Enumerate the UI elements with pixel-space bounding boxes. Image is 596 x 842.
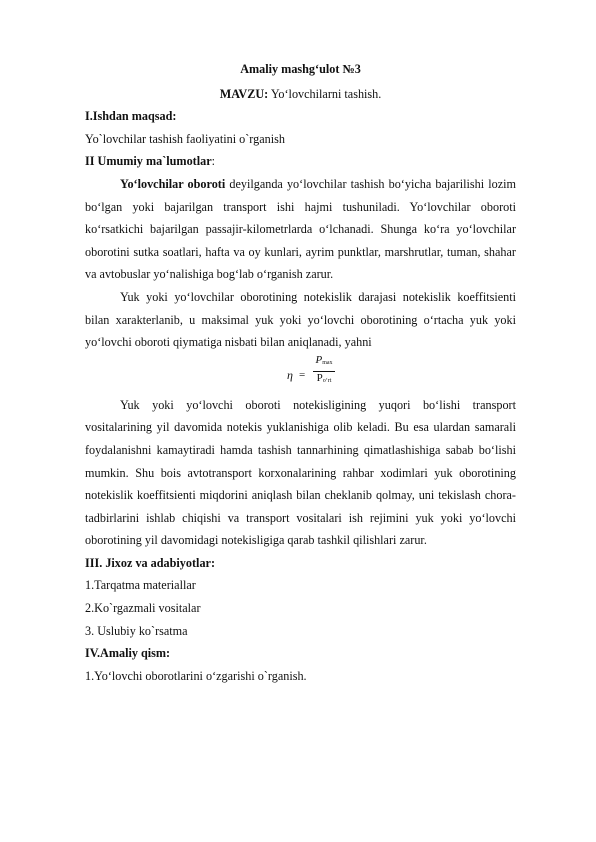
formula [85,354,516,394]
section-1-heading: I.Ishdan maqsad: [85,109,177,124]
formula-equals: = [299,368,306,381]
list-item: 1.Tarqatma materiallar [85,578,196,593]
formula-numerator [313,354,335,372]
formula-symbol: η [287,367,293,382]
document-page [85,58,516,687]
formula-denominator [313,372,335,388]
paragraph-1-body: deyilganda yo‘lovchilar tashish bo‘yicha bajarilishi lozim bo‘lgan yoki bajarilgan transport ishi hajmi tushuniladi. Yo‘lovchilar oboroti ko‘rsatkichi bajarilgan passajir-kilometrlarda o‘lchanadi. Shunga ko‘ra yo‘lovchilar oborotini sutka soatlari, hafta va oy kunlari, ayrim punktlar, marshrutlar, tuman, shahar va avtobuslar yo‘nalishiga bog‘lab o‘rganish zarur. [85,176,516,282]
list-item: 3. Uslubiy ko`rsatma [85,623,188,638]
paragraph-1-term: Yo‘lovchilar oboroti [120,176,226,191]
page-title: Amaliy mashg‘ulot №3 [240,62,361,76]
formula-denominator-sub: o‘rt [322,377,332,384]
list-item: 1.Yo‘lovchi oborotlarini o‘zgarishi o`rganish. [85,668,307,683]
section-2-heading-line [85,150,516,173]
section-2-heading: II Umumiy ma`lumotlar [85,154,212,169]
topic-line [85,83,516,106]
list-item: 2.Ko`rgazmali vositalar [85,601,201,616]
formula-numerator-sub: max [322,359,333,366]
formula-numerator-main: P [315,353,323,366]
section-3-heading: III. Jixoz va adabiyotlar: [85,555,216,570]
section-2-heading-colon: : [211,154,215,169]
paragraph-3: Yuk yoki yo‘lovchi oboroti notekisligining yuqori bo‘lishi transport vositalarining yil davomida notekis yuklanishiga olib keladi. Bu esa ulardan samarali foydalanishni kamaytiradi hamda tashish tannarhining qimatlashishiga sabab bo‘lishi mumkin. Shu bois avtotransport korxonalarining rahbar xodimlari yuk oborotining notekislik koeffitsienti miqdorini aniqlash bilan cheklanib qolmay, uni tekislash chora-tadbirlarini ishlab chiqishi va transport vositalari ish rejimini yuk yoki yo‘lovchi oborotining yil davomidagi notekisligiga qarab tashkil qilishlari zarur. [85,397,516,548]
topic-label: MAVZU: [219,86,269,101]
paragraph-2: Yuk yoki yo‘lovchilar oborotining notekislik darajasi notekislik koeffitsienti bilan xarakterlanib, u maksimal yuk yoki yo‘lovchi oborotining o‘rtacha yuk yoki yo‘lovchi oboroti qiymatiga nisbati bilan aniqlanadi, yahni [85,289,516,350]
section-1-text: Yo`lovchilar tashish faoliyatini o`rganish [85,131,285,146]
section-4-heading: IV.Amaliy qism: [85,646,171,661]
formula-fraction [313,354,335,388]
paragraph-1 [85,173,516,286]
topic-text: Yo‘lovchilarni tashish. [270,86,382,101]
formula-denominator-main: P [316,371,323,384]
